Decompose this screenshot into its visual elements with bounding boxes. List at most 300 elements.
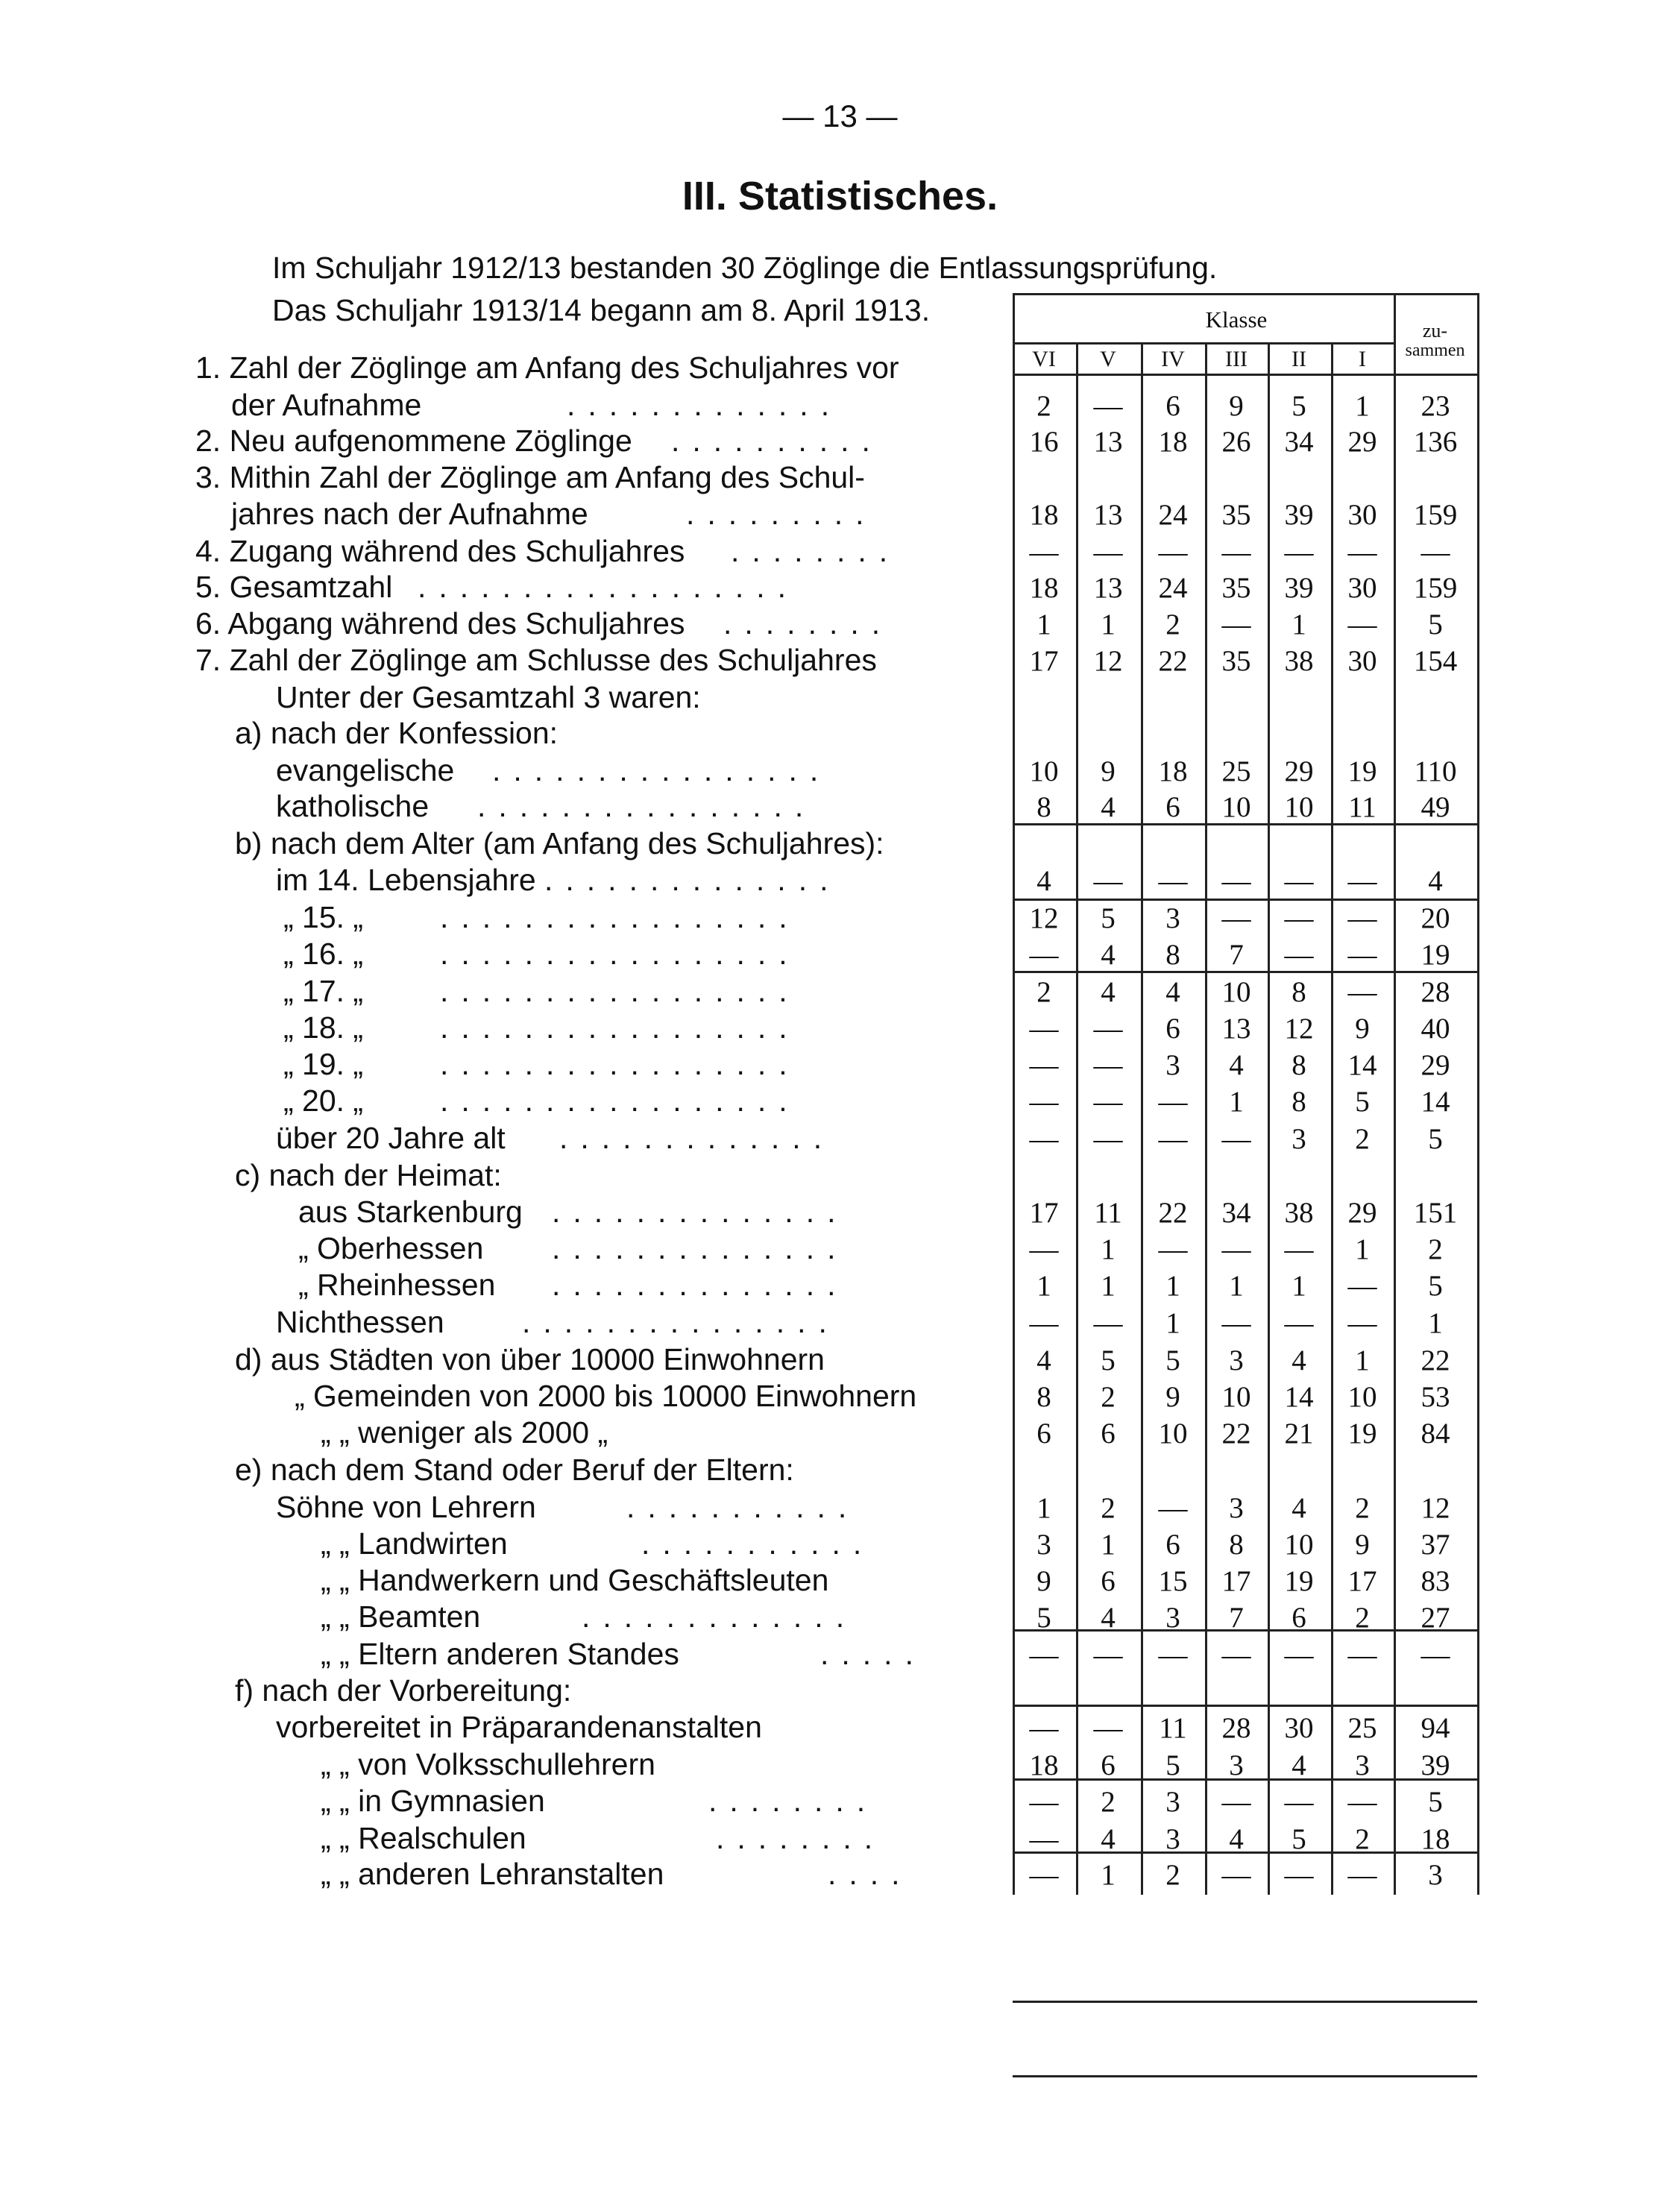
cell-r19-c6: 9 bbox=[1355, 1013, 1370, 1045]
leader-dots-42: .... bbox=[828, 1857, 913, 1891]
cell-r27-c7: 1 bbox=[1428, 1307, 1443, 1339]
cell-r9-c1: 17 bbox=[1029, 645, 1059, 677]
cell-r24-c3: 22 bbox=[1158, 1197, 1188, 1229]
cell-r8-c2: 1 bbox=[1101, 608, 1116, 641]
header-klasse: Klasse bbox=[1205, 306, 1268, 333]
cell-r13-c7: 49 bbox=[1421, 791, 1450, 823]
cell-r42-c4: — bbox=[1221, 1859, 1251, 1891]
cell-r20-c2: — bbox=[1093, 1049, 1123, 1081]
leader-dots-7: .................. bbox=[418, 570, 799, 604]
cell-r24-c2: 11 bbox=[1094, 1197, 1122, 1229]
cell-r15-c6: — bbox=[1347, 865, 1377, 897]
cell-r15-c4: — bbox=[1221, 865, 1251, 897]
row-label-8: 6. Abgang während des Schuljahres bbox=[195, 606, 685, 641]
cell-r40-c5: — bbox=[1284, 1786, 1314, 1818]
cell-r15-c3: — bbox=[1158, 865, 1188, 897]
cell-r8-c5: 1 bbox=[1292, 608, 1306, 641]
row-label-21: „ 20. „ bbox=[283, 1083, 364, 1118]
cell-r24-c5: 38 bbox=[1284, 1197, 1314, 1229]
row-rule-2 bbox=[1013, 342, 1394, 344]
header-zusammen-2: sammen bbox=[1405, 341, 1465, 360]
cell-r13-c6: 11 bbox=[1348, 791, 1377, 823]
header-col-IV: IV bbox=[1161, 347, 1185, 371]
cell-r20-c7: 29 bbox=[1421, 1049, 1450, 1081]
leader-dots-22: ............. bbox=[559, 1121, 835, 1155]
cell-r9-c4: 35 bbox=[1221, 645, 1251, 677]
cell-r39-c1: 18 bbox=[1029, 1749, 1059, 1781]
cell-r36-c5: — bbox=[1284, 1639, 1314, 1671]
leader-dots-18: ................. bbox=[440, 974, 800, 1008]
cell-r21-c4: 1 bbox=[1229, 1086, 1244, 1118]
cell-r28-c5: 4 bbox=[1292, 1344, 1306, 1376]
row-label-12: evangelische bbox=[276, 753, 455, 787]
column-rule-8 bbox=[1477, 293, 1479, 1895]
cell-r39-c4: 3 bbox=[1229, 1749, 1244, 1781]
cell-r12-c2: 9 bbox=[1101, 755, 1116, 787]
cell-r32-c3: — bbox=[1158, 1492, 1188, 1524]
cell-r12-c7: 110 bbox=[1414, 755, 1457, 787]
row-label-42: „ „ anderen Lehranstalten bbox=[321, 1857, 664, 1891]
row-label-32: Söhne von Lehrern bbox=[276, 1490, 536, 1524]
cell-r18-c3: 4 bbox=[1165, 976, 1180, 1008]
cell-r19-c3: 6 bbox=[1165, 1013, 1180, 1045]
leader-dots-27: ............... bbox=[522, 1305, 840, 1339]
cell-r13-c3: 6 bbox=[1165, 791, 1180, 823]
cell-r12-c6: 19 bbox=[1347, 755, 1377, 787]
header-col-II: II bbox=[1292, 347, 1306, 371]
cell-r9-c2: 12 bbox=[1093, 645, 1123, 677]
cell-r16-c6: — bbox=[1347, 902, 1377, 934]
cell-r24-c4: 34 bbox=[1221, 1197, 1251, 1229]
row-label-18: „ 17. „ bbox=[283, 974, 364, 1008]
leader-dots-41: ........ bbox=[716, 1821, 886, 1855]
cell-r3-c5: 34 bbox=[1284, 426, 1314, 458]
cell-r35-c2: 4 bbox=[1101, 1602, 1116, 1634]
cell-r2-c7: 23 bbox=[1421, 390, 1450, 422]
cell-r26-c1: 1 bbox=[1036, 1270, 1051, 1302]
cell-r34-c7: 83 bbox=[1421, 1565, 1450, 1597]
cell-r25-c4: — bbox=[1221, 1233, 1251, 1265]
cell-r18-c5: 8 bbox=[1292, 976, 1306, 1008]
row-label-33: „ „ Landwirten bbox=[321, 1526, 508, 1561]
cell-r21-c7: 14 bbox=[1421, 1086, 1450, 1118]
cell-r2-c3: 6 bbox=[1165, 390, 1180, 422]
cell-r5-c5: 39 bbox=[1284, 499, 1314, 531]
cell-r26-c5: 1 bbox=[1292, 1270, 1306, 1302]
cell-r33-c4: 8 bbox=[1229, 1529, 1244, 1561]
cell-r2-c1: 2 bbox=[1036, 390, 1051, 422]
leader-dots-21: ................. bbox=[440, 1083, 800, 1118]
leader-dots-17: ................. bbox=[440, 937, 800, 971]
cell-r36-c3: — bbox=[1158, 1639, 1188, 1671]
cell-r26-c7: 5 bbox=[1428, 1270, 1443, 1302]
cell-r19-c1: — bbox=[1029, 1013, 1059, 1045]
page-number: — 13 — bbox=[782, 98, 898, 133]
cell-r16-c4: — bbox=[1221, 902, 1251, 934]
cell-r36-c2: — bbox=[1093, 1639, 1123, 1671]
row-label-34: „ „ Handwerkern und Geschäftsleuten bbox=[321, 1563, 829, 1597]
cell-r33-c6: 9 bbox=[1355, 1529, 1370, 1561]
cell-r28-c4: 3 bbox=[1229, 1344, 1244, 1376]
row-rule-3 bbox=[1013, 374, 1477, 376]
cell-r30-c2: 6 bbox=[1101, 1418, 1116, 1450]
cell-r27-c6: — bbox=[1347, 1307, 1377, 1339]
cell-r33-c2: 1 bbox=[1101, 1529, 1116, 1561]
cell-r40-c3: 3 bbox=[1165, 1786, 1180, 1818]
cell-r7-c2: 13 bbox=[1093, 572, 1123, 604]
header-col-VI: VI bbox=[1032, 347, 1056, 371]
cell-r5-c6: 30 bbox=[1347, 499, 1377, 531]
cell-r30-c6: 19 bbox=[1347, 1418, 1377, 1450]
cell-r32-c1: 1 bbox=[1036, 1492, 1051, 1524]
cell-r36-c1: — bbox=[1029, 1639, 1059, 1671]
cell-r34-c6: 17 bbox=[1347, 1565, 1377, 1597]
cell-r3-c7: 136 bbox=[1413, 426, 1458, 458]
cell-r28-c7: 22 bbox=[1421, 1344, 1450, 1376]
cell-r36-c6: — bbox=[1347, 1639, 1377, 1671]
cell-r12-c5: 29 bbox=[1284, 755, 1314, 787]
row-label-4: 3. Mithin Zahl der Zöglinge am Anfang des Schul- bbox=[195, 460, 865, 494]
cell-r40-c1: — bbox=[1029, 1786, 1059, 1818]
cell-r3-c6: 29 bbox=[1347, 426, 1377, 458]
row-label-6: 4. Zugang während des Schuljahres bbox=[195, 534, 685, 568]
cell-r22-c4: — bbox=[1221, 1123, 1251, 1155]
cell-r38-c3: 11 bbox=[1159, 1712, 1187, 1744]
cell-r24-c7: 151 bbox=[1413, 1197, 1458, 1229]
header-col-V: V bbox=[1100, 347, 1116, 371]
cell-r35-c3: 3 bbox=[1165, 1602, 1180, 1634]
cell-r17-c6: — bbox=[1347, 939, 1377, 971]
row-label-2: der Aufnahme bbox=[231, 388, 422, 422]
leader-dots-35: ............. bbox=[582, 1599, 858, 1634]
cell-r18-c2: 4 bbox=[1101, 976, 1116, 1008]
cell-r12-c4: 25 bbox=[1221, 755, 1251, 787]
row-rule-1 bbox=[1013, 293, 1477, 295]
cell-r40-c7: 5 bbox=[1428, 1786, 1443, 1818]
cell-r25-c3: — bbox=[1158, 1233, 1188, 1265]
row-label-3: 2. Neu aufgenommene Zöglinge bbox=[195, 424, 632, 458]
row-label-35: „ „ Beamten bbox=[321, 1599, 481, 1634]
cell-r9-c3: 22 bbox=[1158, 645, 1188, 677]
cell-r15-c2: — bbox=[1093, 865, 1123, 897]
intro-line-1: Im Schuljahr 1912/13 bestanden 30 Zöglinge die Entlassungsprüfung. bbox=[272, 251, 1218, 285]
header-zusammen-1: zu- bbox=[1422, 320, 1448, 342]
row-label-28: d) aus Städten von über 10000 Einwohnern bbox=[235, 1342, 825, 1376]
cell-r5-c3: 24 bbox=[1158, 499, 1188, 531]
leader-dots-6: ........ bbox=[731, 534, 901, 568]
cell-r20-c3: 3 bbox=[1165, 1049, 1180, 1081]
row-label-10: Unter der Gesamtzahl 3 waren: bbox=[276, 680, 701, 714]
cell-r19-c7: 40 bbox=[1421, 1013, 1450, 1045]
cell-r42-c6: — bbox=[1347, 1859, 1377, 1891]
cell-r42-c5: — bbox=[1284, 1859, 1314, 1891]
cell-r25-c2: 1 bbox=[1101, 1233, 1116, 1265]
row-label-11: a) nach der Konfession: bbox=[235, 716, 559, 750]
leader-dots-2: ............. bbox=[567, 388, 843, 422]
cell-r32-c7: 12 bbox=[1421, 1492, 1450, 1524]
leader-dots-15: .............. bbox=[544, 863, 841, 897]
leader-dots-16: ................. bbox=[440, 900, 800, 934]
cell-r6-c3: — bbox=[1158, 536, 1188, 568]
cell-r8-c1: 1 bbox=[1036, 608, 1051, 641]
row-label-14: b) nach dem Alter (am Anfang des Schuljahres): bbox=[235, 826, 884, 860]
cell-r16-c2: 5 bbox=[1101, 902, 1116, 934]
cell-r32-c2: 2 bbox=[1101, 1492, 1116, 1524]
cell-r41-c5: 5 bbox=[1292, 1823, 1306, 1855]
cell-r5-c2: 13 bbox=[1093, 499, 1123, 531]
cell-r21-c1: — bbox=[1029, 1086, 1059, 1118]
cell-r35-c7: 27 bbox=[1421, 1602, 1450, 1634]
row-label-16: „ 15. „ bbox=[283, 900, 364, 934]
cell-r41-c2: 4 bbox=[1101, 1823, 1116, 1855]
statistics-table bbox=[1013, 293, 1477, 1895]
cell-r38-c7: 94 bbox=[1421, 1712, 1450, 1744]
cell-r27-c2: — bbox=[1093, 1307, 1123, 1339]
row-label-9: 7. Zahl der Zöglinge am Schlusse des Schuljahres bbox=[195, 643, 877, 677]
row-label-24: aus Starkenburg bbox=[298, 1195, 523, 1229]
row-label-13: katholische bbox=[276, 789, 430, 823]
cell-r29-c1: 8 bbox=[1036, 1381, 1051, 1413]
cell-r40-c6: — bbox=[1347, 1786, 1377, 1818]
cell-r39-c5: 4 bbox=[1292, 1749, 1306, 1781]
row-rule-12 bbox=[1013, 2075, 1477, 2077]
cell-r32-c6: 2 bbox=[1355, 1492, 1370, 1524]
cell-r35-c1: 5 bbox=[1036, 1602, 1051, 1634]
cell-r8-c7: 5 bbox=[1428, 608, 1443, 641]
cell-r25-c6: 1 bbox=[1355, 1233, 1370, 1265]
cell-r32-c4: 3 bbox=[1229, 1492, 1244, 1524]
cell-r38-c5: 30 bbox=[1284, 1712, 1314, 1744]
cell-r16-c1: 12 bbox=[1029, 902, 1059, 934]
cell-r25-c5: — bbox=[1284, 1233, 1314, 1265]
cell-r5-c7: 159 bbox=[1413, 499, 1458, 531]
cell-r26-c3: 1 bbox=[1165, 1270, 1180, 1302]
cell-r39-c6: 3 bbox=[1355, 1749, 1370, 1781]
cell-r26-c2: 1 bbox=[1101, 1270, 1116, 1302]
row-label-19: „ 18. „ bbox=[283, 1010, 364, 1045]
leader-dots-3: .......... bbox=[671, 424, 883, 458]
cell-r17-c2: 4 bbox=[1101, 939, 1116, 971]
cell-r6-c7: — bbox=[1421, 536, 1450, 568]
cell-r12-c1: 10 bbox=[1029, 755, 1059, 787]
cell-r38-c4: 28 bbox=[1221, 1712, 1251, 1744]
cell-r15-c1: 4 bbox=[1036, 865, 1051, 897]
cell-r20-c1: — bbox=[1029, 1049, 1059, 1081]
leader-dots-24: .............. bbox=[552, 1195, 849, 1229]
cell-r42-c7: 3 bbox=[1428, 1859, 1443, 1891]
cell-r30-c4: 22 bbox=[1221, 1418, 1251, 1450]
cell-r25-c1: — bbox=[1029, 1233, 1059, 1265]
cell-r21-c2: — bbox=[1093, 1086, 1123, 1118]
leader-dots-40: ........ bbox=[708, 1784, 878, 1818]
cell-r34-c2: 6 bbox=[1101, 1565, 1116, 1597]
row-label-15: im 14. Lebensjahre bbox=[276, 863, 536, 897]
cell-r20-c4: 4 bbox=[1229, 1049, 1244, 1081]
cell-r39-c2: 6 bbox=[1101, 1749, 1116, 1781]
cell-r7-c7: 159 bbox=[1413, 572, 1458, 604]
cell-r32-c5: 4 bbox=[1292, 1492, 1306, 1524]
cell-r22-c5: 3 bbox=[1292, 1123, 1306, 1155]
row-label-31: e) nach dem Stand oder Beruf der Eltern: bbox=[235, 1453, 794, 1487]
cell-r28-c3: 5 bbox=[1165, 1344, 1180, 1376]
cell-r7-c5: 39 bbox=[1284, 572, 1314, 604]
row-label-27: Nichthessen bbox=[276, 1305, 444, 1339]
cell-r28-c2: 5 bbox=[1101, 1344, 1116, 1376]
row-rule-8 bbox=[1013, 1705, 1477, 1707]
cell-r35-c4: 7 bbox=[1229, 1602, 1244, 1634]
cell-r6-c2: — bbox=[1093, 536, 1123, 568]
cell-r41-c4: 4 bbox=[1229, 1823, 1244, 1855]
cell-r25-c7: 2 bbox=[1428, 1233, 1443, 1265]
cell-r28-c6: 1 bbox=[1355, 1344, 1370, 1376]
cell-r20-c5: 8 bbox=[1292, 1049, 1306, 1081]
row-label-20: „ 19. „ bbox=[283, 1047, 364, 1081]
leader-dots-8: ........ bbox=[723, 606, 893, 641]
leader-dots-26: .............. bbox=[552, 1268, 849, 1302]
cell-r17-c5: — bbox=[1284, 939, 1314, 971]
cell-r3-c3: 18 bbox=[1158, 426, 1188, 458]
cell-r17-c7: 19 bbox=[1421, 939, 1450, 971]
cell-r18-c4: 10 bbox=[1221, 976, 1251, 1008]
leader-dots-25: .............. bbox=[552, 1231, 849, 1265]
cell-r16-c7: 20 bbox=[1421, 902, 1450, 934]
row-label-30: „ „ weniger als 2000 „ bbox=[321, 1415, 608, 1450]
cell-r24-c1: 17 bbox=[1029, 1197, 1059, 1229]
row-label-40: „ „ in Gymnasien bbox=[321, 1784, 545, 1818]
cell-r13-c2: 4 bbox=[1101, 791, 1116, 823]
cell-r8-c6: — bbox=[1347, 608, 1377, 641]
cell-r41-c3: 3 bbox=[1165, 1823, 1180, 1855]
cell-r27-c5: — bbox=[1284, 1307, 1314, 1339]
cell-r21-c3: — bbox=[1158, 1086, 1188, 1118]
row-label-23: c) nach der Heimat: bbox=[235, 1158, 502, 1192]
cell-r24-c6: 29 bbox=[1347, 1197, 1377, 1229]
row-label-36: „ „ Eltern anderen Standes bbox=[321, 1637, 679, 1671]
row-label-22: über 20 Jahre alt bbox=[276, 1121, 506, 1155]
cell-r22-c7: 5 bbox=[1428, 1123, 1443, 1155]
leader-dots-12: ................ bbox=[492, 753, 831, 787]
cell-r17-c3: 8 bbox=[1165, 939, 1180, 971]
cell-r5-c1: 18 bbox=[1029, 499, 1059, 531]
cell-r3-c4: 26 bbox=[1221, 426, 1251, 458]
cell-r42-c2: 1 bbox=[1101, 1859, 1116, 1891]
cell-r42-c3: 2 bbox=[1165, 1859, 1180, 1891]
leader-dots-20: ................. bbox=[440, 1047, 800, 1081]
column-rule-7 bbox=[1394, 293, 1396, 1895]
cell-r17-c4: 7 bbox=[1229, 939, 1244, 971]
leader-dots-32: ........... bbox=[626, 1490, 860, 1524]
cell-r18-c1: 2 bbox=[1036, 976, 1051, 1008]
cell-r39-c3: 5 bbox=[1165, 1749, 1180, 1781]
cell-r13-c5: 10 bbox=[1284, 791, 1314, 823]
cell-r6-c1: — bbox=[1029, 536, 1059, 568]
leader-dots-19: ................. bbox=[440, 1010, 800, 1045]
cell-r3-c2: 13 bbox=[1093, 426, 1123, 458]
intro-line-2: Das Schuljahr 1913/14 begann am 8. April 1913. bbox=[272, 293, 931, 327]
cell-r30-c3: 10 bbox=[1158, 1418, 1188, 1450]
cell-r6-c4: — bbox=[1221, 536, 1251, 568]
cell-r27-c3: 1 bbox=[1165, 1307, 1180, 1339]
cell-r2-c5: 5 bbox=[1292, 390, 1306, 422]
row-label-38: vorbereitet in Präparandenanstalten bbox=[276, 1710, 762, 1744]
cell-r15-c7: 4 bbox=[1428, 865, 1443, 897]
section-title: III. Statistisches. bbox=[682, 174, 998, 218]
cell-r2-c2: — bbox=[1093, 390, 1123, 422]
row-label-26: „ Rheinhessen bbox=[298, 1268, 496, 1302]
cell-r41-c1: — bbox=[1029, 1823, 1059, 1855]
cell-r29-c4: 10 bbox=[1221, 1381, 1251, 1413]
cell-r22-c2: — bbox=[1093, 1123, 1123, 1155]
cell-r7-c3: 24 bbox=[1158, 572, 1188, 604]
cell-r33-c1: 3 bbox=[1036, 1529, 1051, 1561]
cell-r42-c1: — bbox=[1029, 1859, 1059, 1891]
cell-r20-c6: 14 bbox=[1347, 1049, 1377, 1081]
cell-r33-c5: 10 bbox=[1284, 1529, 1314, 1561]
leader-dots-36: ..... bbox=[820, 1637, 926, 1671]
cell-r29-c3: 9 bbox=[1165, 1381, 1180, 1413]
leader-dots-33: ........... bbox=[641, 1526, 875, 1561]
cell-r16-c3: 3 bbox=[1165, 902, 1180, 934]
leader-dots-5: ......... bbox=[686, 497, 877, 531]
cell-r35-c6: 2 bbox=[1355, 1602, 1370, 1634]
cell-r17-c1: — bbox=[1029, 939, 1059, 971]
row-label-7: 5. Gesamtzahl bbox=[195, 570, 393, 604]
cell-r19-c4: 13 bbox=[1221, 1013, 1251, 1045]
cell-r30-c7: 84 bbox=[1421, 1418, 1450, 1450]
cell-r19-c2: — bbox=[1093, 1013, 1123, 1045]
cell-r26-c4: 1 bbox=[1229, 1270, 1244, 1302]
cell-r33-c3: 6 bbox=[1165, 1529, 1180, 1561]
row-label-39: „ „ von Volksschullehrern bbox=[321, 1747, 655, 1781]
cell-r41-c6: 2 bbox=[1355, 1823, 1370, 1855]
cell-r38-c2: — bbox=[1093, 1712, 1123, 1744]
cell-r15-c5: — bbox=[1284, 865, 1314, 897]
cell-r34-c4: 17 bbox=[1221, 1565, 1251, 1597]
cell-r21-c5: 8 bbox=[1292, 1086, 1306, 1118]
cell-r27-c1: — bbox=[1029, 1307, 1059, 1339]
cell-r35-c5: 6 bbox=[1292, 1602, 1306, 1634]
cell-r29-c5: 14 bbox=[1284, 1381, 1314, 1413]
cell-r6-c6: — bbox=[1347, 536, 1377, 568]
cell-r18-c7: 28 bbox=[1421, 976, 1450, 1008]
cell-r29-c2: 2 bbox=[1101, 1381, 1116, 1413]
cell-r30-c1: 6 bbox=[1036, 1418, 1051, 1450]
row-rule-11 bbox=[1013, 2001, 1477, 2003]
cell-r26-c6: — bbox=[1347, 1270, 1377, 1302]
cell-r2-c4: 9 bbox=[1229, 390, 1244, 422]
row-label-1: 1. Zahl der Zöglinge am Anfang des Schuljahres vor bbox=[195, 350, 899, 385]
cell-r30-c5: 21 bbox=[1284, 1418, 1314, 1450]
cell-r34-c5: 19 bbox=[1284, 1565, 1314, 1597]
header-col-III: III bbox=[1225, 347, 1248, 371]
cell-r33-c7: 37 bbox=[1421, 1529, 1450, 1561]
cell-r2-c6: 1 bbox=[1355, 390, 1370, 422]
leader-dots-13: ................ bbox=[477, 789, 817, 823]
row-label-25: „ Oberhessen bbox=[298, 1231, 484, 1265]
cell-r6-c5: — bbox=[1284, 536, 1314, 568]
cell-r41-c7: 18 bbox=[1421, 1823, 1450, 1855]
row-rule-5 bbox=[1013, 899, 1477, 901]
cell-r7-c1: 18 bbox=[1029, 572, 1059, 604]
cell-r36-c7: — bbox=[1421, 1639, 1450, 1671]
cell-r39-c7: 39 bbox=[1421, 1749, 1450, 1781]
cell-r3-c1: 16 bbox=[1029, 426, 1059, 458]
cell-r38-c1: — bbox=[1029, 1712, 1059, 1744]
cell-r13-c1: 8 bbox=[1036, 791, 1051, 823]
cell-r38-c6: 25 bbox=[1347, 1712, 1377, 1744]
cell-r40-c2: 2 bbox=[1101, 1786, 1116, 1818]
cell-r7-c6: 30 bbox=[1347, 572, 1377, 604]
